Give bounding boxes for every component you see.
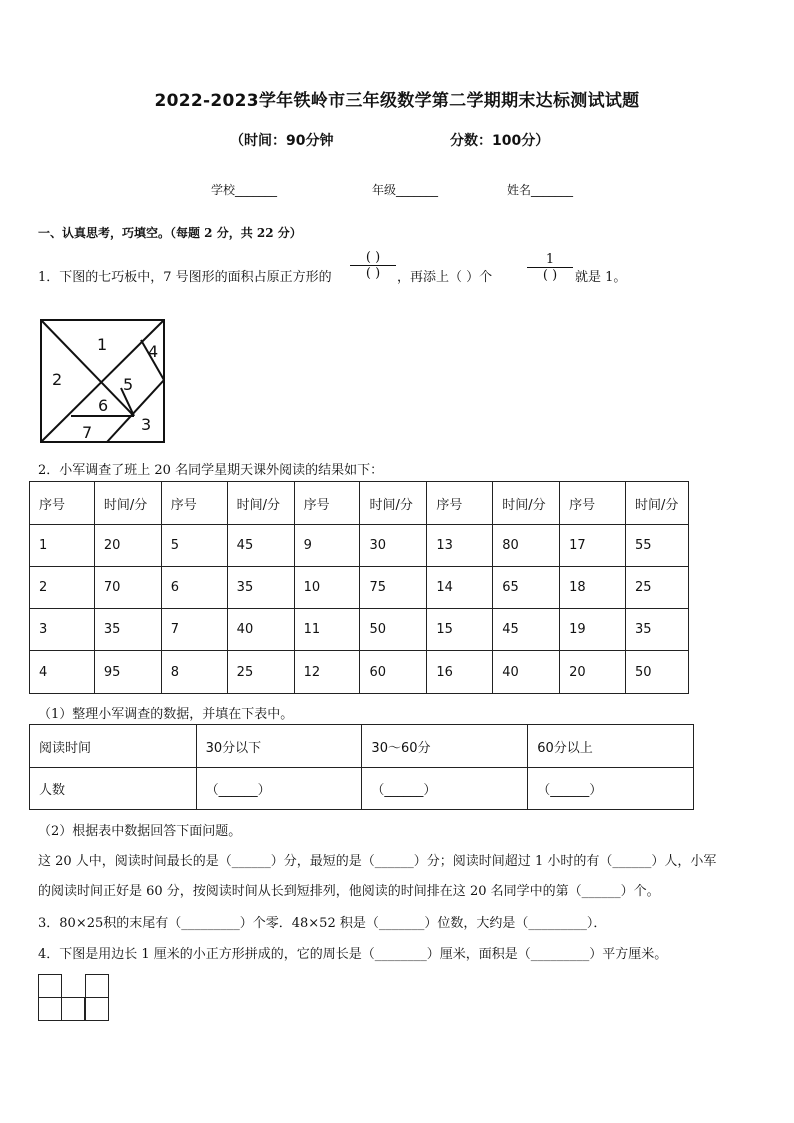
q2-answer-line-2: 的阅读时间正好是 60 分，按阅读时间从长到短排列，他阅读的时间排在这 20 名同学中的第（______）个。 [38,884,660,899]
table-cell: 80 [493,525,560,567]
table-row [30,609,689,651]
table-cell: 35 [227,567,294,609]
header-cell: 时间/分 [227,482,294,525]
unit-square [38,997,62,1021]
summary-row [30,768,694,810]
table-cell: 13 [427,525,493,567]
table-cell: 35 [626,609,689,651]
unit-square [85,974,109,998]
table-row [30,567,689,609]
q2-subquestion-2: （2）根据表中数据回答下面问题。 [38,824,242,839]
table-cell: 60 [360,651,427,694]
table-cell: 16 [427,651,493,694]
table-cell: 20 [94,525,161,567]
summary-header-cell: 60分以上 [528,725,694,768]
tangram-label-2: 2 [52,370,63,389]
table-cell: 1 [30,525,95,567]
header-cell: 时间/分 [493,482,560,525]
table-cell: 45 [493,609,560,651]
table-cell: 11 [294,609,360,651]
answer-blank[interactable]: （______） [528,768,694,810]
table-cell: 40 [493,651,560,694]
table-cell: 75 [360,567,427,609]
table-cell: 10 [294,567,360,609]
grade-field: 年级_______ [372,183,439,197]
unit-square [38,974,62,998]
unit-square [85,997,109,1021]
table-cell: 17 [560,525,626,567]
answer-blank[interactable]: （______） [362,768,528,810]
table-cell: 6 [161,567,227,609]
tangram-label-1: 1 [97,335,108,354]
header-cell: 序号 [560,482,626,525]
school-field: 学校_______ [211,183,278,197]
tangram-label-5: 5 [123,375,134,394]
summary-header-cell: 30分以下 [196,725,362,768]
table-cell: 40 [227,609,294,651]
table-cell: 55 [626,525,689,567]
table-cell: 3 [30,609,95,651]
unit-square [61,997,85,1021]
header-cell: 序号 [161,482,227,525]
table-cell: 12 [294,651,360,694]
q2-intro: 2．小军调查了班上 20 名同学星期天课外阅读的结果如下： [38,463,384,478]
summary-header-row [30,725,694,768]
table-cell: 8 [161,651,227,694]
table-cell: 20 [560,651,626,694]
tangram-figure [38,317,168,445]
q1-fraction-1-numerator: ( ) [365,250,381,265]
summary-header-cell: 30～60分 [362,725,528,768]
q1-text-a: 1．下图的七巧板中，7 号图形的面积占原正方形的 [38,270,332,285]
q1-text-c: 就是 1。 [575,270,627,285]
table-row [30,651,689,694]
q2-answer-line-1: 这 20 人中，阅读时间最长的是（______）分，最短的是（______）分；阅读时间超过 1 小时的有（______）人，小军 [38,854,717,869]
table-cell: 25 [626,567,689,609]
table-cell: 35 [94,609,161,651]
summary-row-label: 人数 [30,768,197,810]
header-cell: 时间/分 [626,482,689,525]
table-cell: 45 [227,525,294,567]
q1-fraction-2-numerator: 1 [545,252,555,267]
table-cell: 9 [294,525,360,567]
table-cell: 25 [227,651,294,694]
table-cell: 4 [30,651,95,694]
table-cell: 18 [560,567,626,609]
table-cell: 70 [94,567,161,609]
tangram-label-4: 4 [148,342,159,361]
page-title: 2022-2023学年铁岭市三年级数学第二学期期末达标测试试题 [154,91,640,111]
table-cell: 95 [94,651,161,694]
table-cell: 15 [427,609,493,651]
table-cell: 30 [360,525,427,567]
header-cell: 序号 [30,482,95,525]
table-row [30,525,689,567]
header-cell: 时间/分 [94,482,161,525]
score-label: 分数：100分） [450,133,550,149]
header-cell: 序号 [294,482,360,525]
name-field: 姓名_______ [507,183,574,197]
table-cell: 65 [493,567,560,609]
summary-header-cell: 阅读时间 [30,725,197,768]
table-cell: 14 [427,567,493,609]
section-1-heading: 一、认真思考，巧填空。（每题 2 分，共 22 分） [38,226,302,240]
table-cell: 19 [560,609,626,651]
summary-table [29,724,694,810]
tangram-piece-3-edge [107,380,164,442]
table-cell: 50 [626,651,689,694]
q1-text-b: ，再添上（ ）个 [397,270,493,285]
table-cell: 2 [30,567,95,609]
q2-subquestion-1: （1）整理小军调查的数据，并填在下表中。 [38,707,294,722]
tangram-label-7: 7 [82,423,93,442]
tangram-label-3: 3 [141,415,152,434]
tangram-label-6: 6 [98,396,109,415]
header-cell: 时间/分 [360,482,427,525]
question-4: 4．下图是用边长 1 厘米的小正方形拼成的，它的周长是（________）厘米，面积是（_________）平方厘米。 [38,947,668,962]
table-header-row [30,482,689,525]
q1-fraction-2-denominator: ( ) [527,267,573,283]
table-cell: 5 [161,525,227,567]
table-cell: 50 [360,609,427,651]
answer-blank[interactable]: （______） [196,768,362,810]
header-cell: 序号 [427,482,493,525]
q1-fraction-1 [350,250,396,281]
time-label: （时间：90分钟 [230,133,334,149]
tangram-diagonal [41,320,134,416]
table-cell: 7 [161,609,227,651]
question-3: 3．80×25积的末尾有（_________）个零．48×52 积是（_______）位数，大约是（_________）． [38,916,607,931]
q1-fraction-1-denominator: ( ) [350,265,396,281]
reading-data-table [29,481,689,694]
q1-fraction-2 [527,252,573,283]
